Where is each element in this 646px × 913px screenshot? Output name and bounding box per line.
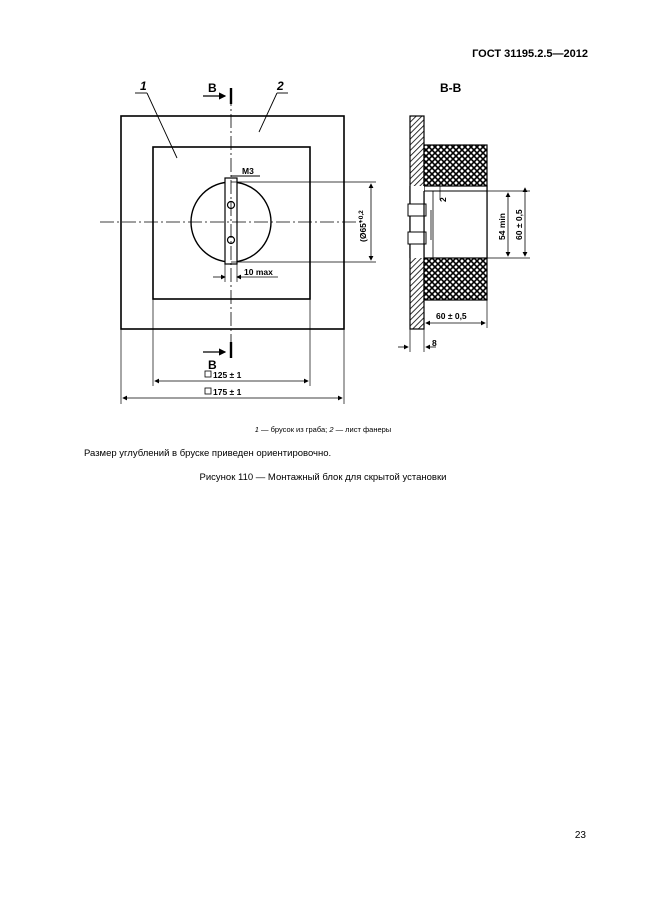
- section-mark-bottom: В: [208, 358, 217, 372]
- section-mark-top: В: [208, 81, 217, 95]
- section-title: В-В: [440, 81, 462, 95]
- diameter-label: ($Ø65^{+0,2}$: [358, 210, 368, 242]
- figure-title: Рисунок 110 — Монтажный блок для скрытой установки: [199, 472, 447, 483]
- section-dim-8: 8: [432, 338, 437, 348]
- section-dim-60-vertical: 60 ± 0,5: [514, 209, 524, 240]
- callout-1: 1: [140, 79, 147, 93]
- section-dim-60-horizontal: 60 ± 0,5: [436, 311, 467, 321]
- section-view: [398, 81, 530, 352]
- depth-label: 10 max: [244, 267, 273, 277]
- thread-label: М3: [242, 166, 254, 176]
- callout-2-leader: [259, 93, 277, 132]
- mounting-block-drawing: [0, 0, 646, 420]
- section-dim-54: 54 min: [497, 213, 507, 240]
- figure-note: Размер углублений в бруске приведен ориентировочно.: [84, 448, 332, 459]
- front-view: [100, 79, 376, 404]
- callout-1-leader: [147, 93, 177, 158]
- section-recess: [424, 186, 487, 258]
- page-number: 23: [574, 830, 586, 841]
- inner-dim: 125 ± 1: [213, 370, 242, 380]
- callout-2: 2: [277, 79, 284, 93]
- standard-code: ГОСТ 31195.2.5—2012: [472, 48, 588, 60]
- section-dim-2: 2: [438, 197, 448, 202]
- figure-legend: 1 — брусок из граба; 2 — лист фанеры: [254, 425, 392, 434]
- outer-dim: 175 ± 1: [213, 387, 242, 397]
